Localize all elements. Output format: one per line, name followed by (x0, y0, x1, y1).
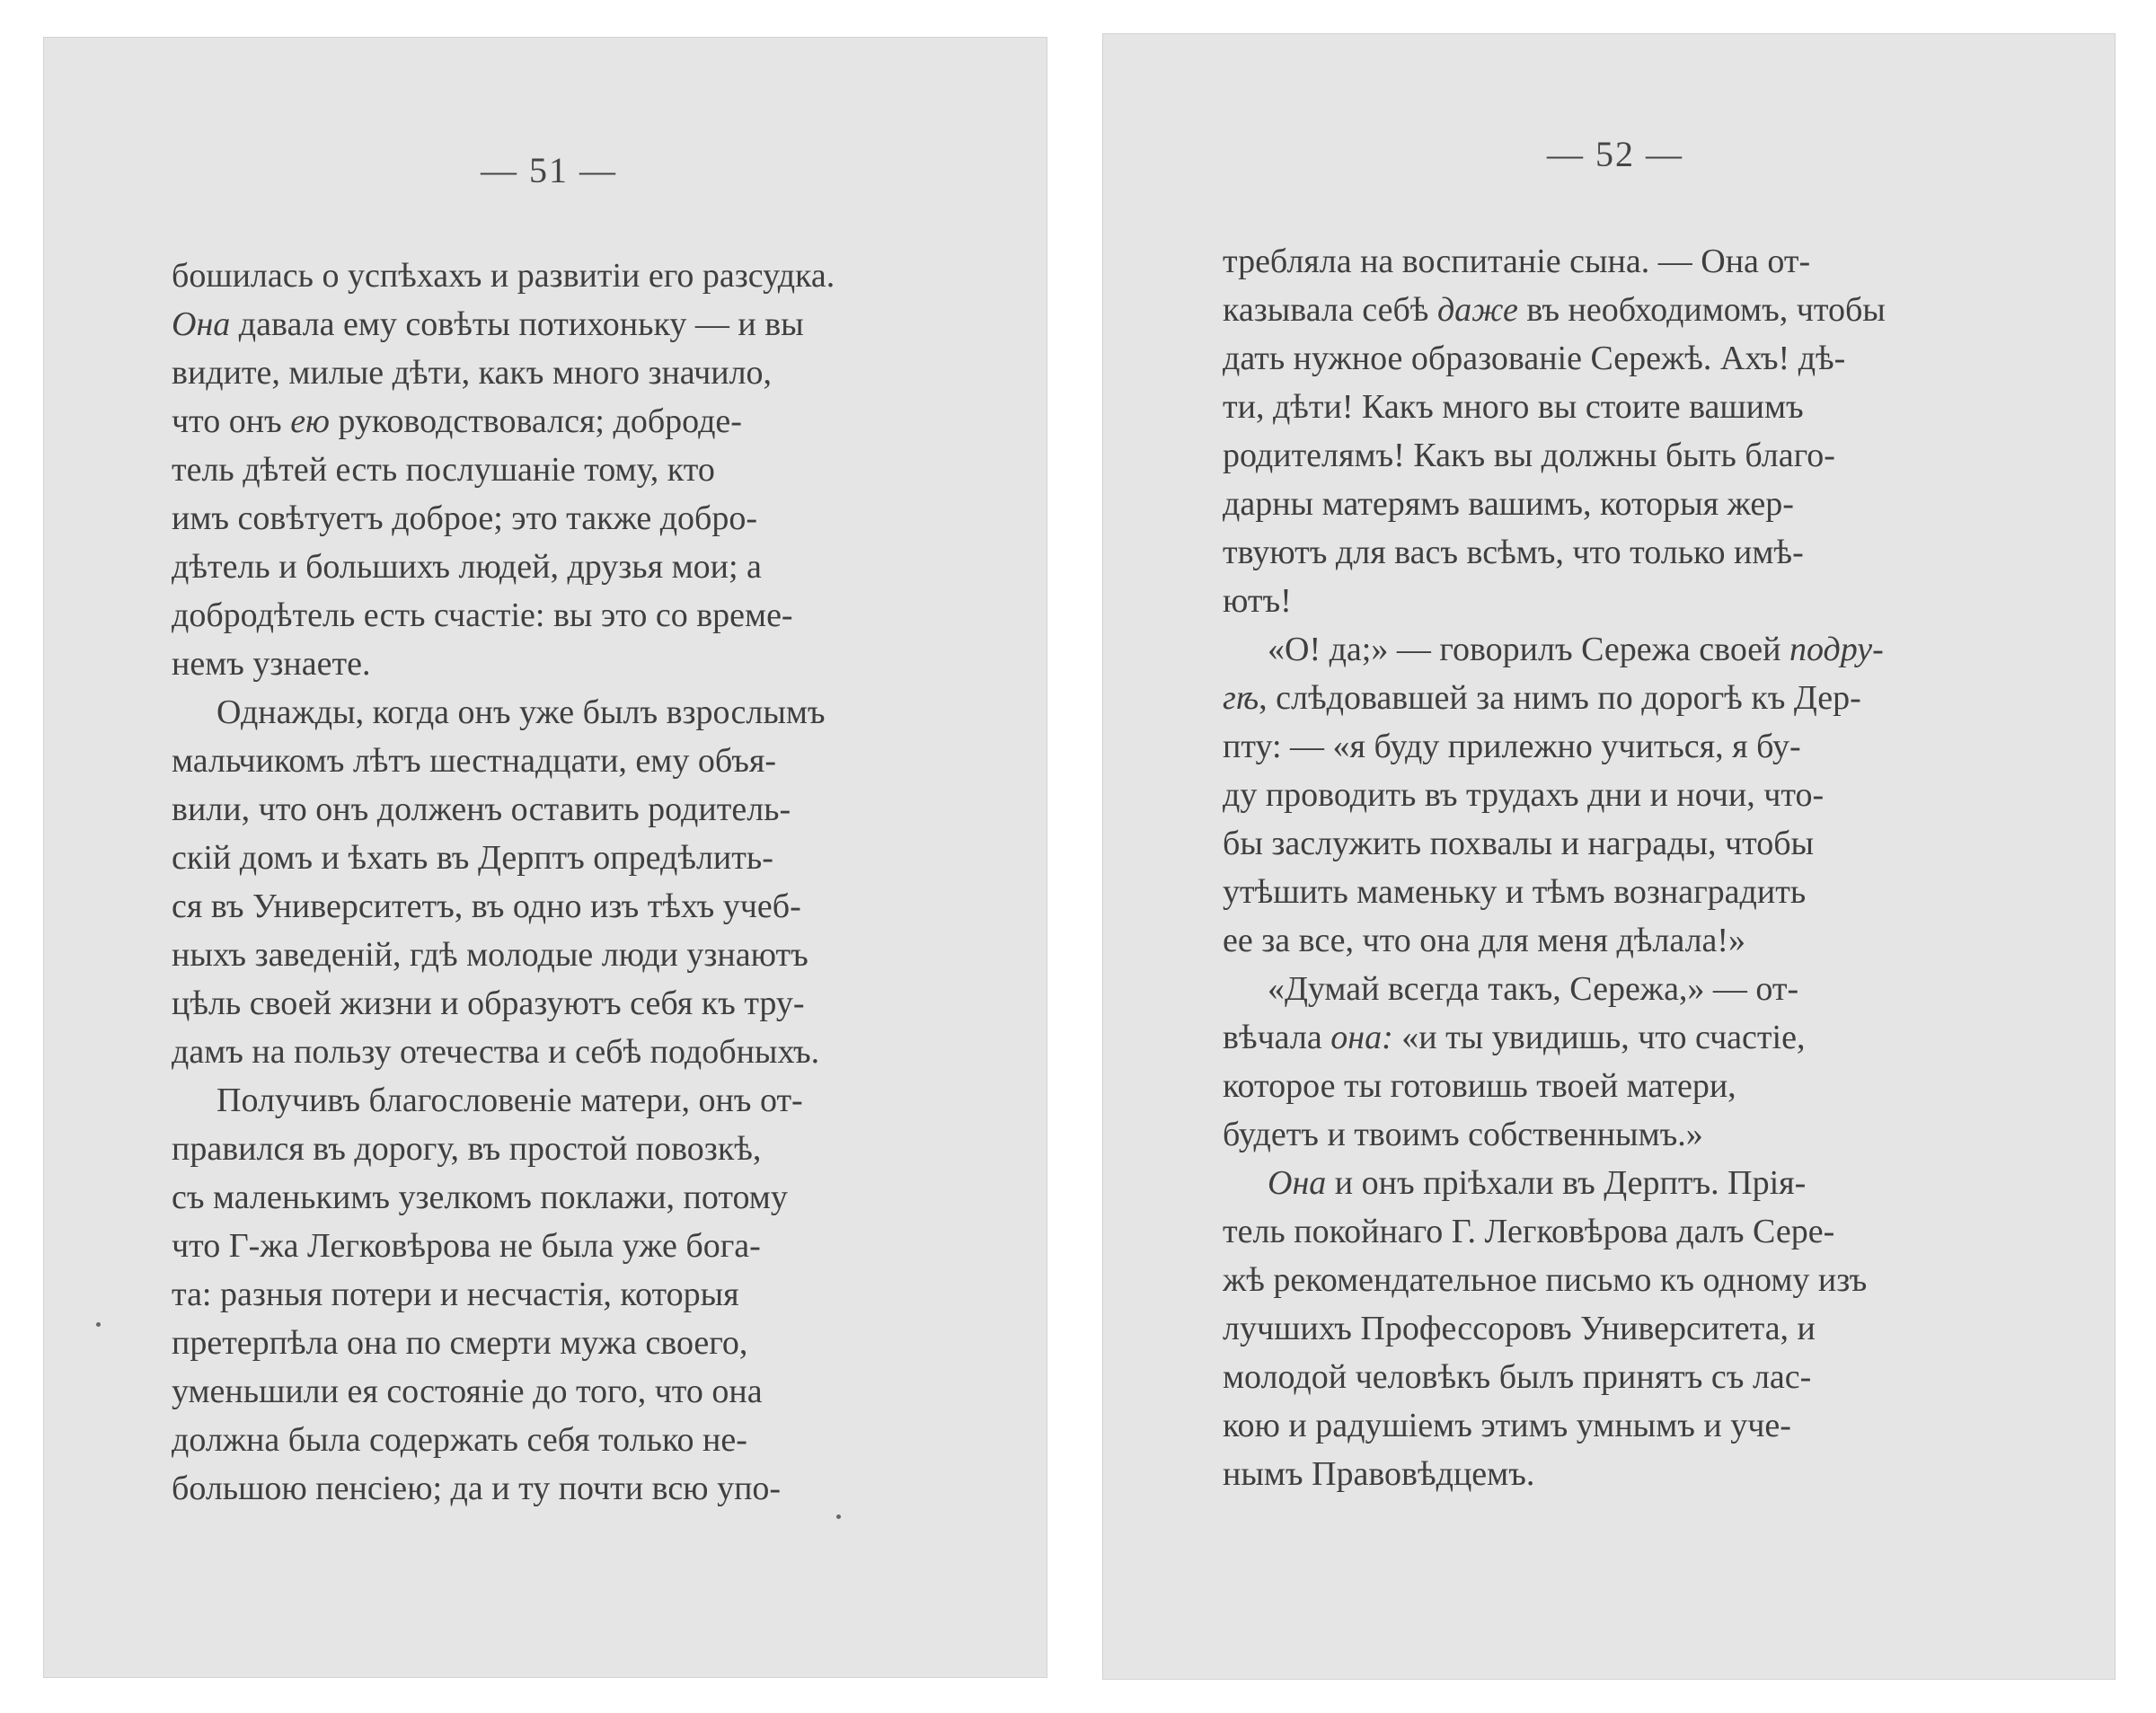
text-segment: , слѣдовавшей за нимъ по дорогѣ къ Дер- (1259, 679, 1861, 717)
text-segment: и онъ пріѣхали въ Дерптъ. Прія- (1326, 1164, 1807, 1202)
text-line: Однажды, когда онъ уже былъ взрослымъ (216, 693, 826, 731)
text-line: немъ узнаете. (172, 645, 371, 683)
text-segment: вѣчала (1223, 1019, 1331, 1056)
text-line: родителямъ! Какъ вы должны быть благо- (1223, 437, 1835, 474)
text-line: дарны матерямъ вашимъ, которыя жер- (1223, 485, 1794, 523)
italic-word: Она (1268, 1164, 1327, 1202)
text-line: бы заслужить похвалы и награды, чтобы (1223, 825, 1815, 862)
text-line: та: разныя потери и несчастія, которыя (172, 1276, 739, 1313)
text-line: что Г-жа Легковѣрова не была уже бога- (172, 1227, 761, 1265)
text-line: будетъ и твоимъ собственнымъ.» (1223, 1116, 1703, 1153)
text-line (172, 397, 980, 446)
text-line: тель покойнаго Г. Легковѣрова далъ Сере- (1223, 1213, 1835, 1250)
text-line: съ маленькимъ узелкомъ поклажи, потому (172, 1179, 788, 1216)
text-line: ся въ Университетъ, въ одно изъ тѣхъ учеб- (172, 887, 801, 925)
text-line: скій домъ и ѣхать въ Дерптъ опредѣлить- (172, 839, 773, 877)
text-line: имъ совѣтуетъ доброе; это также добро- (172, 499, 758, 537)
text-line: цѣль своей жизни и образуютъ себя къ тру- (172, 985, 805, 1022)
text-line: ти, дѣти! Какъ много вы стоите вашимъ (1223, 388, 1804, 426)
text-line: «Думай всегда такъ, Сережа,» — от- (1268, 970, 1799, 1008)
text-line: молодой человѣкъ былъ принятъ съ лас- (1223, 1358, 1812, 1396)
text-line: нымъ Правовѣдцемъ. (1223, 1455, 1535, 1493)
text-line: которое ты готовишь твоей матери, (1223, 1067, 1736, 1105)
text-line: должна была содержать себя только не- (172, 1421, 747, 1459)
text-line (1223, 286, 2033, 334)
text-line: видите, милые дѣти, какъ много значило, (172, 354, 773, 392)
paper-speck (96, 1322, 101, 1327)
text-segment: казывала себѣ (1223, 291, 1437, 329)
right-page-text (1223, 237, 2033, 1498)
text-line: требляла на воспитаніе сына. — Она от- (1223, 243, 1811, 280)
text-line (1223, 674, 2033, 722)
text-line (1223, 1013, 2033, 1062)
text-segment: руководствовался; доброде- (329, 402, 742, 440)
text-segment: давала ему совѣты потихоньку — и вы (230, 305, 804, 343)
italic-word: ею (290, 402, 330, 440)
text-line: правился въ дорогу, въ простой повозкѣ, (172, 1130, 762, 1168)
text-line: бошилась о успѣхахъ и развитіи его разсудка. (172, 257, 835, 295)
page-number-52: — 52 — (1547, 134, 1683, 174)
left-page-text (172, 252, 980, 1513)
text-line (1223, 625, 2033, 674)
text-line: ныхъ заведеній, гдѣ молодые люди узнаютъ (172, 936, 808, 974)
text-line: лучшихъ Профессоровъ Университета, и (1223, 1310, 1816, 1347)
text-line (1223, 1159, 2033, 1207)
text-line: ютъ! (1223, 582, 1292, 620)
text-line: пту: — «я буду прилежно учиться, я бу- (1223, 728, 1801, 765)
text-line: дать нужное образованіе Сережѣ. Ахъ! дѣ- (1223, 340, 1846, 377)
page-number-51: — 51 — (481, 150, 617, 190)
text-line: тель дѣтей есть послушаніе тому, кто (172, 451, 715, 489)
text-segment: «и ты увидишь, что счастіе, (1392, 1019, 1806, 1056)
text-line: дѣтель и большихъ людей, друзья мои; а (172, 548, 762, 586)
text-line: кою и радушіемъ этимъ умнымъ и уче- (1223, 1407, 1791, 1444)
italic-word: Она (172, 305, 231, 343)
text-line: ду проводить въ трудахъ дни и ночи, что- (1223, 776, 1825, 814)
text-line: ее за все, что она для меня дѣлала!» (1223, 922, 1746, 959)
italic-word: даже (1436, 291, 1518, 329)
text-line: Получивъ благословеніе матери, онъ от- (216, 1082, 803, 1119)
italic-word: подру- (1789, 631, 1884, 668)
text-segment: «О! да;» — говорилъ Сережа своей (1268, 631, 1790, 668)
text-segment: въ необходимомъ, чтобы (1517, 291, 1886, 329)
paper-speck (836, 1514, 841, 1519)
text-line: уменьшили ея состояніе до того, что она (172, 1373, 763, 1410)
text-line: дамъ на пользу отечества и себѣ подобныхъ. (172, 1033, 820, 1071)
right-book-page (1102, 33, 2116, 1680)
left-book-page (43, 37, 1047, 1678)
text-line: мальчикомъ лѣтъ шестнадцати, ему объя- (172, 742, 777, 780)
text-line: претерпѣла она по смерти мужа своего, (172, 1324, 748, 1362)
text-line: добродѣтель есть счастіе: вы это со време- (172, 596, 793, 634)
italic-word: она: (1330, 1019, 1393, 1056)
text-segment: что онъ (172, 402, 291, 440)
italic-word: гѣ (1223, 679, 1259, 717)
text-line: жѣ рекомендательное письмо къ одному изъ (1223, 1261, 1868, 1299)
text-line: вили, что онъ долженъ оставить родитель- (172, 790, 791, 828)
text-line: твуютъ для васъ всѣмъ, что только имѣ- (1223, 534, 1804, 571)
text-line: большою пенсіею; да и ту почти всю упо- (172, 1470, 782, 1507)
text-line (172, 300, 980, 349)
text-line: утѣшить маменьку и тѣмъ вознаградить (1223, 873, 1807, 911)
